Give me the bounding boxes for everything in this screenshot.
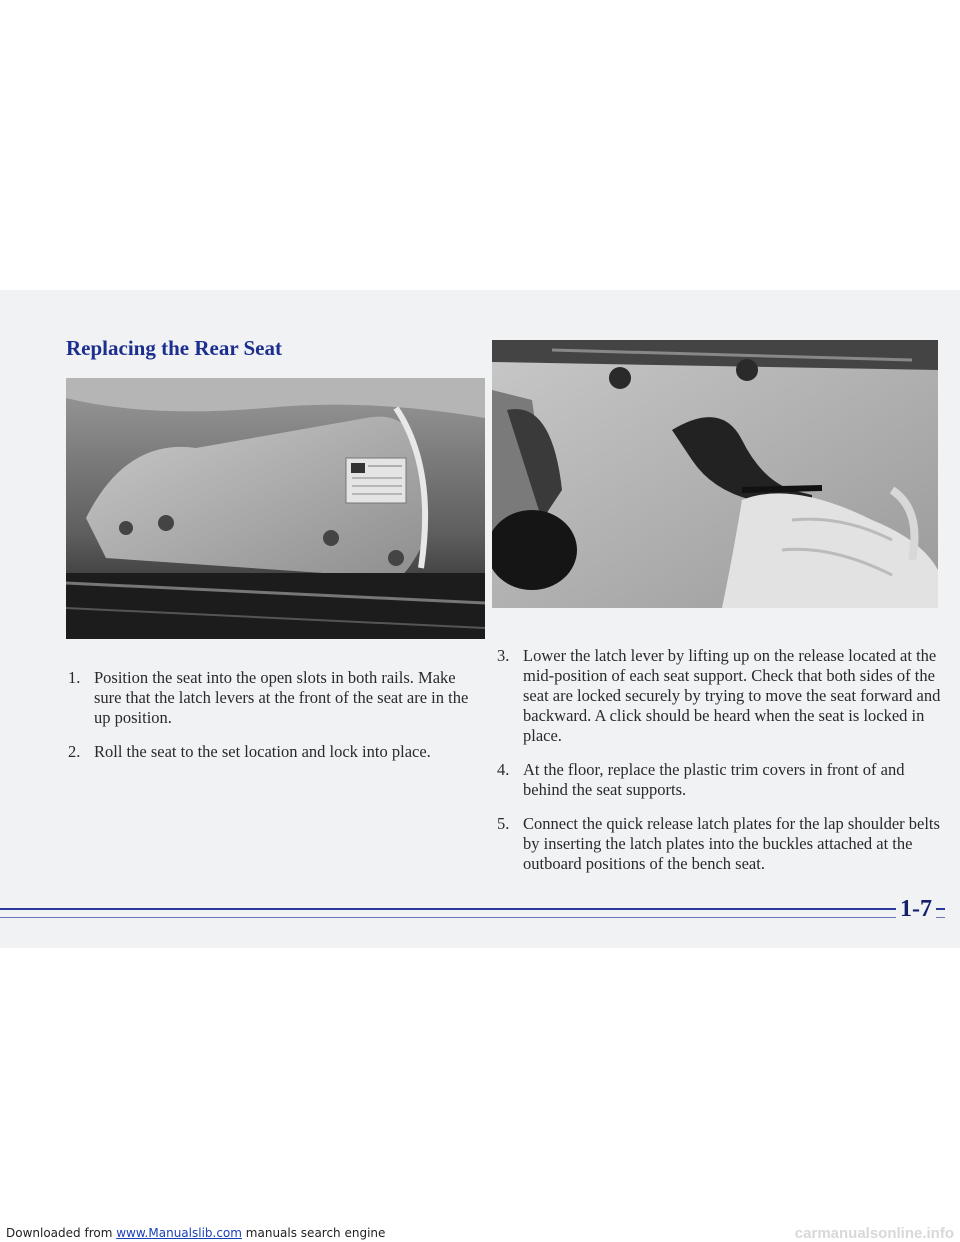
- footer-rule: [0, 908, 945, 910]
- manualslib-link[interactable]: www.Manualslib.com: [116, 1226, 242, 1240]
- steps-list-left: [68, 668, 480, 776]
- steps-list-right: [497, 646, 942, 888]
- step-number: 2.: [68, 742, 81, 761]
- section-title: Replacing the Rear Seat: [66, 336, 282, 360]
- source-line: [6, 1226, 385, 1240]
- watermark: carmanualsonline.info: [794, 1225, 954, 1242]
- step-item: [497, 814, 942, 874]
- page-number: 1-7: [896, 896, 936, 923]
- step-item: [497, 646, 942, 746]
- step-text: Lower the latch lever by lifting up on the release located at the mid-position of each seat support. Check that both sides of the seat are locked securely by trying to move the seat forward and backward. A click should be heard when the seat is locked in place.: [523, 646, 941, 745]
- step-text: Position the seat into the open slots in both rails. Make sure that the latch levers at the front of the seat are in the up position.: [94, 668, 469, 727]
- latch-lever-photo: [492, 340, 938, 608]
- footer-rule-thin: [0, 917, 945, 918]
- step-text: Connect the quick release latch plates for the lap shoulder belts by inserting the latch plates into the buckles attached at the outboard positions of the bench seat.: [523, 814, 940, 873]
- step-number: 4.: [497, 760, 510, 779]
- step-number: 1.: [68, 668, 81, 687]
- step-number: 5.: [497, 814, 510, 833]
- step-text: Roll the seat to the set location and lock into place.: [94, 742, 431, 761]
- step-item: [68, 668, 480, 728]
- step-item: [68, 742, 480, 762]
- source-prefix: Downloaded from: [6, 1226, 113, 1240]
- step-item: [497, 760, 942, 800]
- step-number: 3.: [497, 646, 510, 665]
- source-suffix: manuals search engine: [245, 1226, 386, 1240]
- seat-support-photo: [66, 378, 485, 639]
- step-text: At the floor, replace the plastic trim covers in front of and behind the seat supports.: [523, 760, 905, 799]
